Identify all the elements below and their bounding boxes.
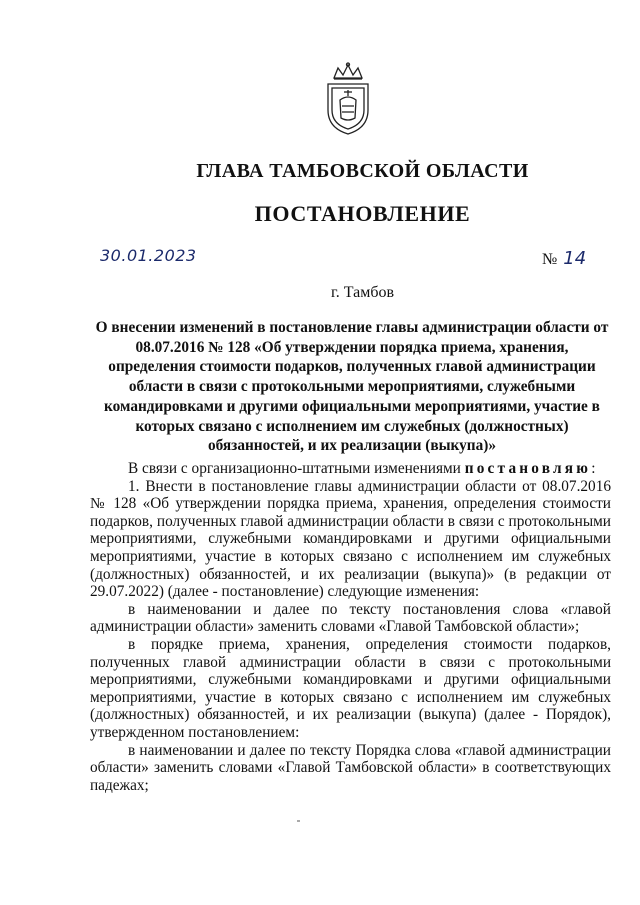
city-line: г. Тамбов [330,284,395,301]
paragraph-1: 1. Внести в постановление главы администрации области от 08.07.2016 № 128 «Об утверждении порядка приема, хранения, определения стоимости подарков, полученных главой администрации области в связи с протокольными мероприятиями, служебными командировками и другими официальными мероприятиями, участие в которых связано с исполнением им служебных (должностных) обязанностей, и их реализации (выкупа)» (в редакции от 29.07.2022) (далее - постановление) следующие изменения: [90,477,611,601]
decree-word: постановляю [464,460,592,477]
document-subject: О внесении изменений в постановление главы администрации области от 08.07.2016 № 128 «Об утверждении порядка приема, хранения, определения стоимости подарков, полученных главой администрации области в связи с протокольными мероприятиями, служебными командировками и другими официальными мероприятиями, участие в которых связано с исполнением им служебных (должностных) обязанностей, и их реализации (выкупа)» [95,319,609,455]
paragraph-4: в наименовании и далее по тексту Порядка слова «главой администрации области» заменить словами «Главой Тамбовской области» в соответствующих падежах; [90,741,611,794]
document-date: 30.01.2023 [100,246,197,265]
intro-text: В связи с организационно-штатными изменениями [128,460,465,477]
document-type-title: ПОСТАНОВЛЕНИЕ [254,201,471,226]
document-body [90,460,611,794]
document-number [542,248,586,269]
issuing-authority-title: ГЛАВА ТАМБОВСКОЙ ОБЛАСТИ [196,160,529,182]
intro-end: : [591,460,596,477]
paragraph-2: в наименовании и далее по тексту постановления слова «главой администрации области» заменить словами «Главой Тамбовской области»; [90,600,611,636]
number-sign: № [542,251,558,268]
paragraph-3: в порядке приема, хранения, определения стоимости подарков, полученных главой администрации области в связи с протокольными мероприятиями, служебными командировками и другими официальными мероприятиями, участие в которых связано с исполнением им служебных (должностных) обязанностей, и их реализации (выкупа) (далее - Порядок), утвержденном постановлением: [90,635,611,741]
intro-paragraph [90,460,611,478]
scan-speck [297,820,300,822]
coat-of-arms-emblem [322,62,374,136]
number-value: 14 [563,248,587,269]
